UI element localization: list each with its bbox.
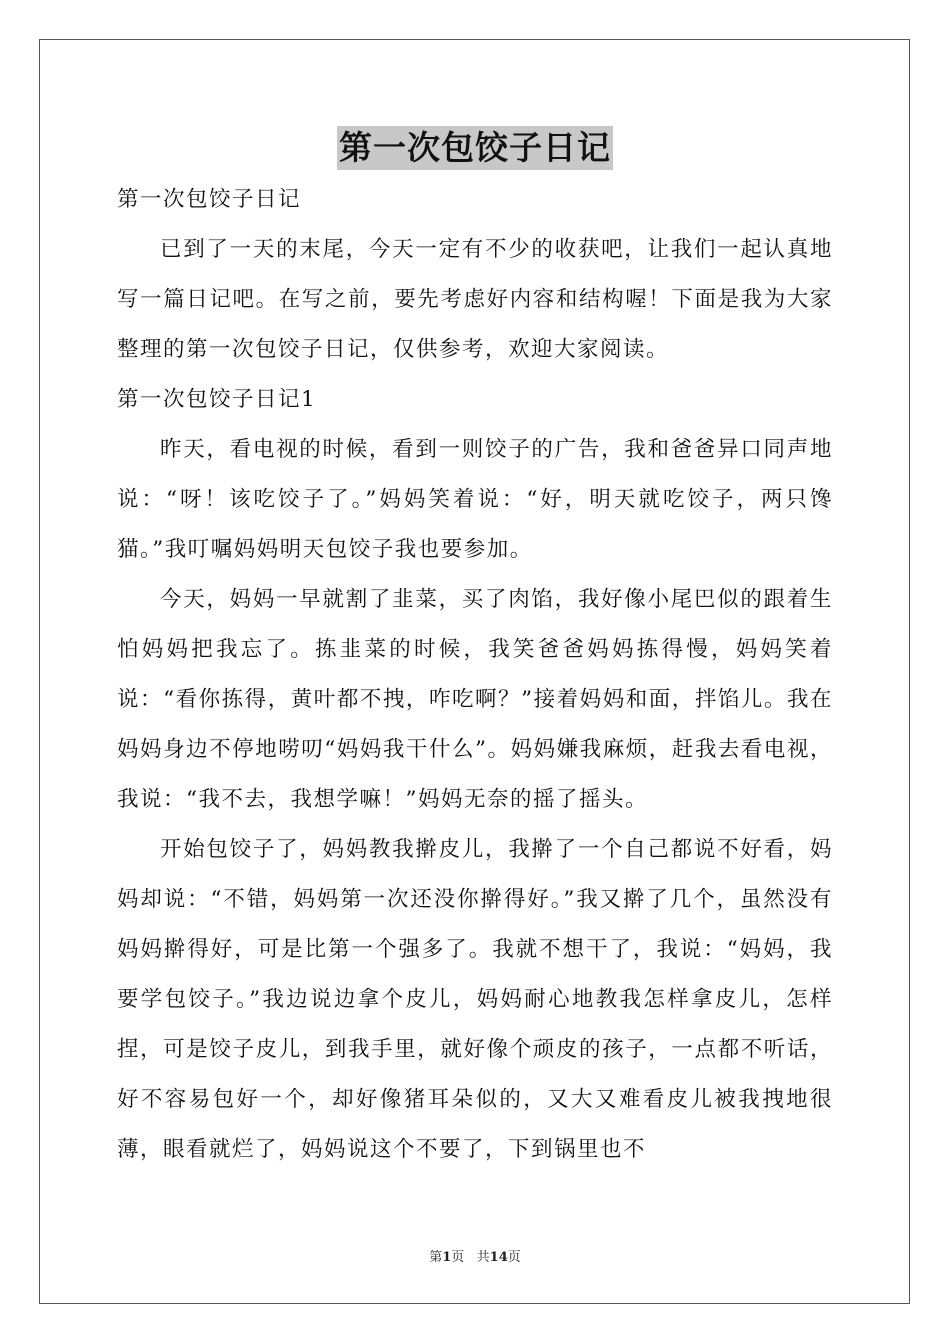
paragraph: 昨天，看电视的时候，看到一则饺子的广告，我和爸爸异口同声地说：“呀！该吃饺子了。”妈妈笑着说：“好，明天就吃饺子，两只馋猫。”我叮嘱妈妈明天包饺子我也要参加。 (117, 437, 833, 562)
paragraph: 今天，妈妈一早就割了韭菜，买了肉馅，我好像小尾巴似的跟着生怕妈妈把我忘了。拣韭菜的时候，我笑爸爸妈妈拣得慢，妈妈笑着说：“看你拣得，黄叶都不拽，咋吃啊？”接着妈妈和面，拌馅儿。我在妈妈身边不停地唠叨“妈妈我干什么”。妈妈嫌我麻烦，赶我去看电视，我说：“我不去，我想学嘛！”妈妈无奈的摇了摇头。 (117, 587, 833, 812)
page-current: 1 (442, 1250, 452, 1265)
paragraph: 已到了一天的末尾，今天一定有不少的收获吧，让我们一起认真地写一篇日记吧。在写之前，要先考虑好内容和结构喔！下面是我为大家整理的第一次包饺子日记，仅供参考，欢迎大家阅读。 (117, 237, 833, 362)
page-prefix: 第 (429, 1250, 443, 1265)
paragraph: 开始包饺子了，妈妈教我擀皮儿，我擀了一个自己都说不好看，妈妈却说：“不错，妈妈第一次还没你擀得好。”我又擀了几个，虽然没有妈妈擀得好，可是比第一个强多了。我就不想干了，我说：“妈妈，我要学包饺子。”我边说边拿个皮儿，妈妈耐心地教我怎样拿皮儿，怎样捏，可是饺子皮儿，到我手里，就好像个顽皮的孩子，一点都不听话，好不容易包好一个，却好像猪耳朵似的，又大又难看皮儿被我拽地很薄，眼看就烂了，妈妈说这个不要了，下到锅里也不 (117, 837, 833, 1162)
page-footer (0, 1246, 950, 1265)
page-mid: 页 共 (451, 1250, 490, 1265)
paragraph: 第一次包饺子日记 (117, 187, 302, 212)
document-title: 第一次包饺子日记 (337, 126, 613, 170)
page-total: 14 (489, 1250, 508, 1265)
paragraph: 第一次包饺子日记1 (117, 387, 317, 412)
title-container (0, 126, 950, 170)
document-body (117, 175, 833, 1175)
page-suffix: 页 (507, 1250, 521, 1265)
